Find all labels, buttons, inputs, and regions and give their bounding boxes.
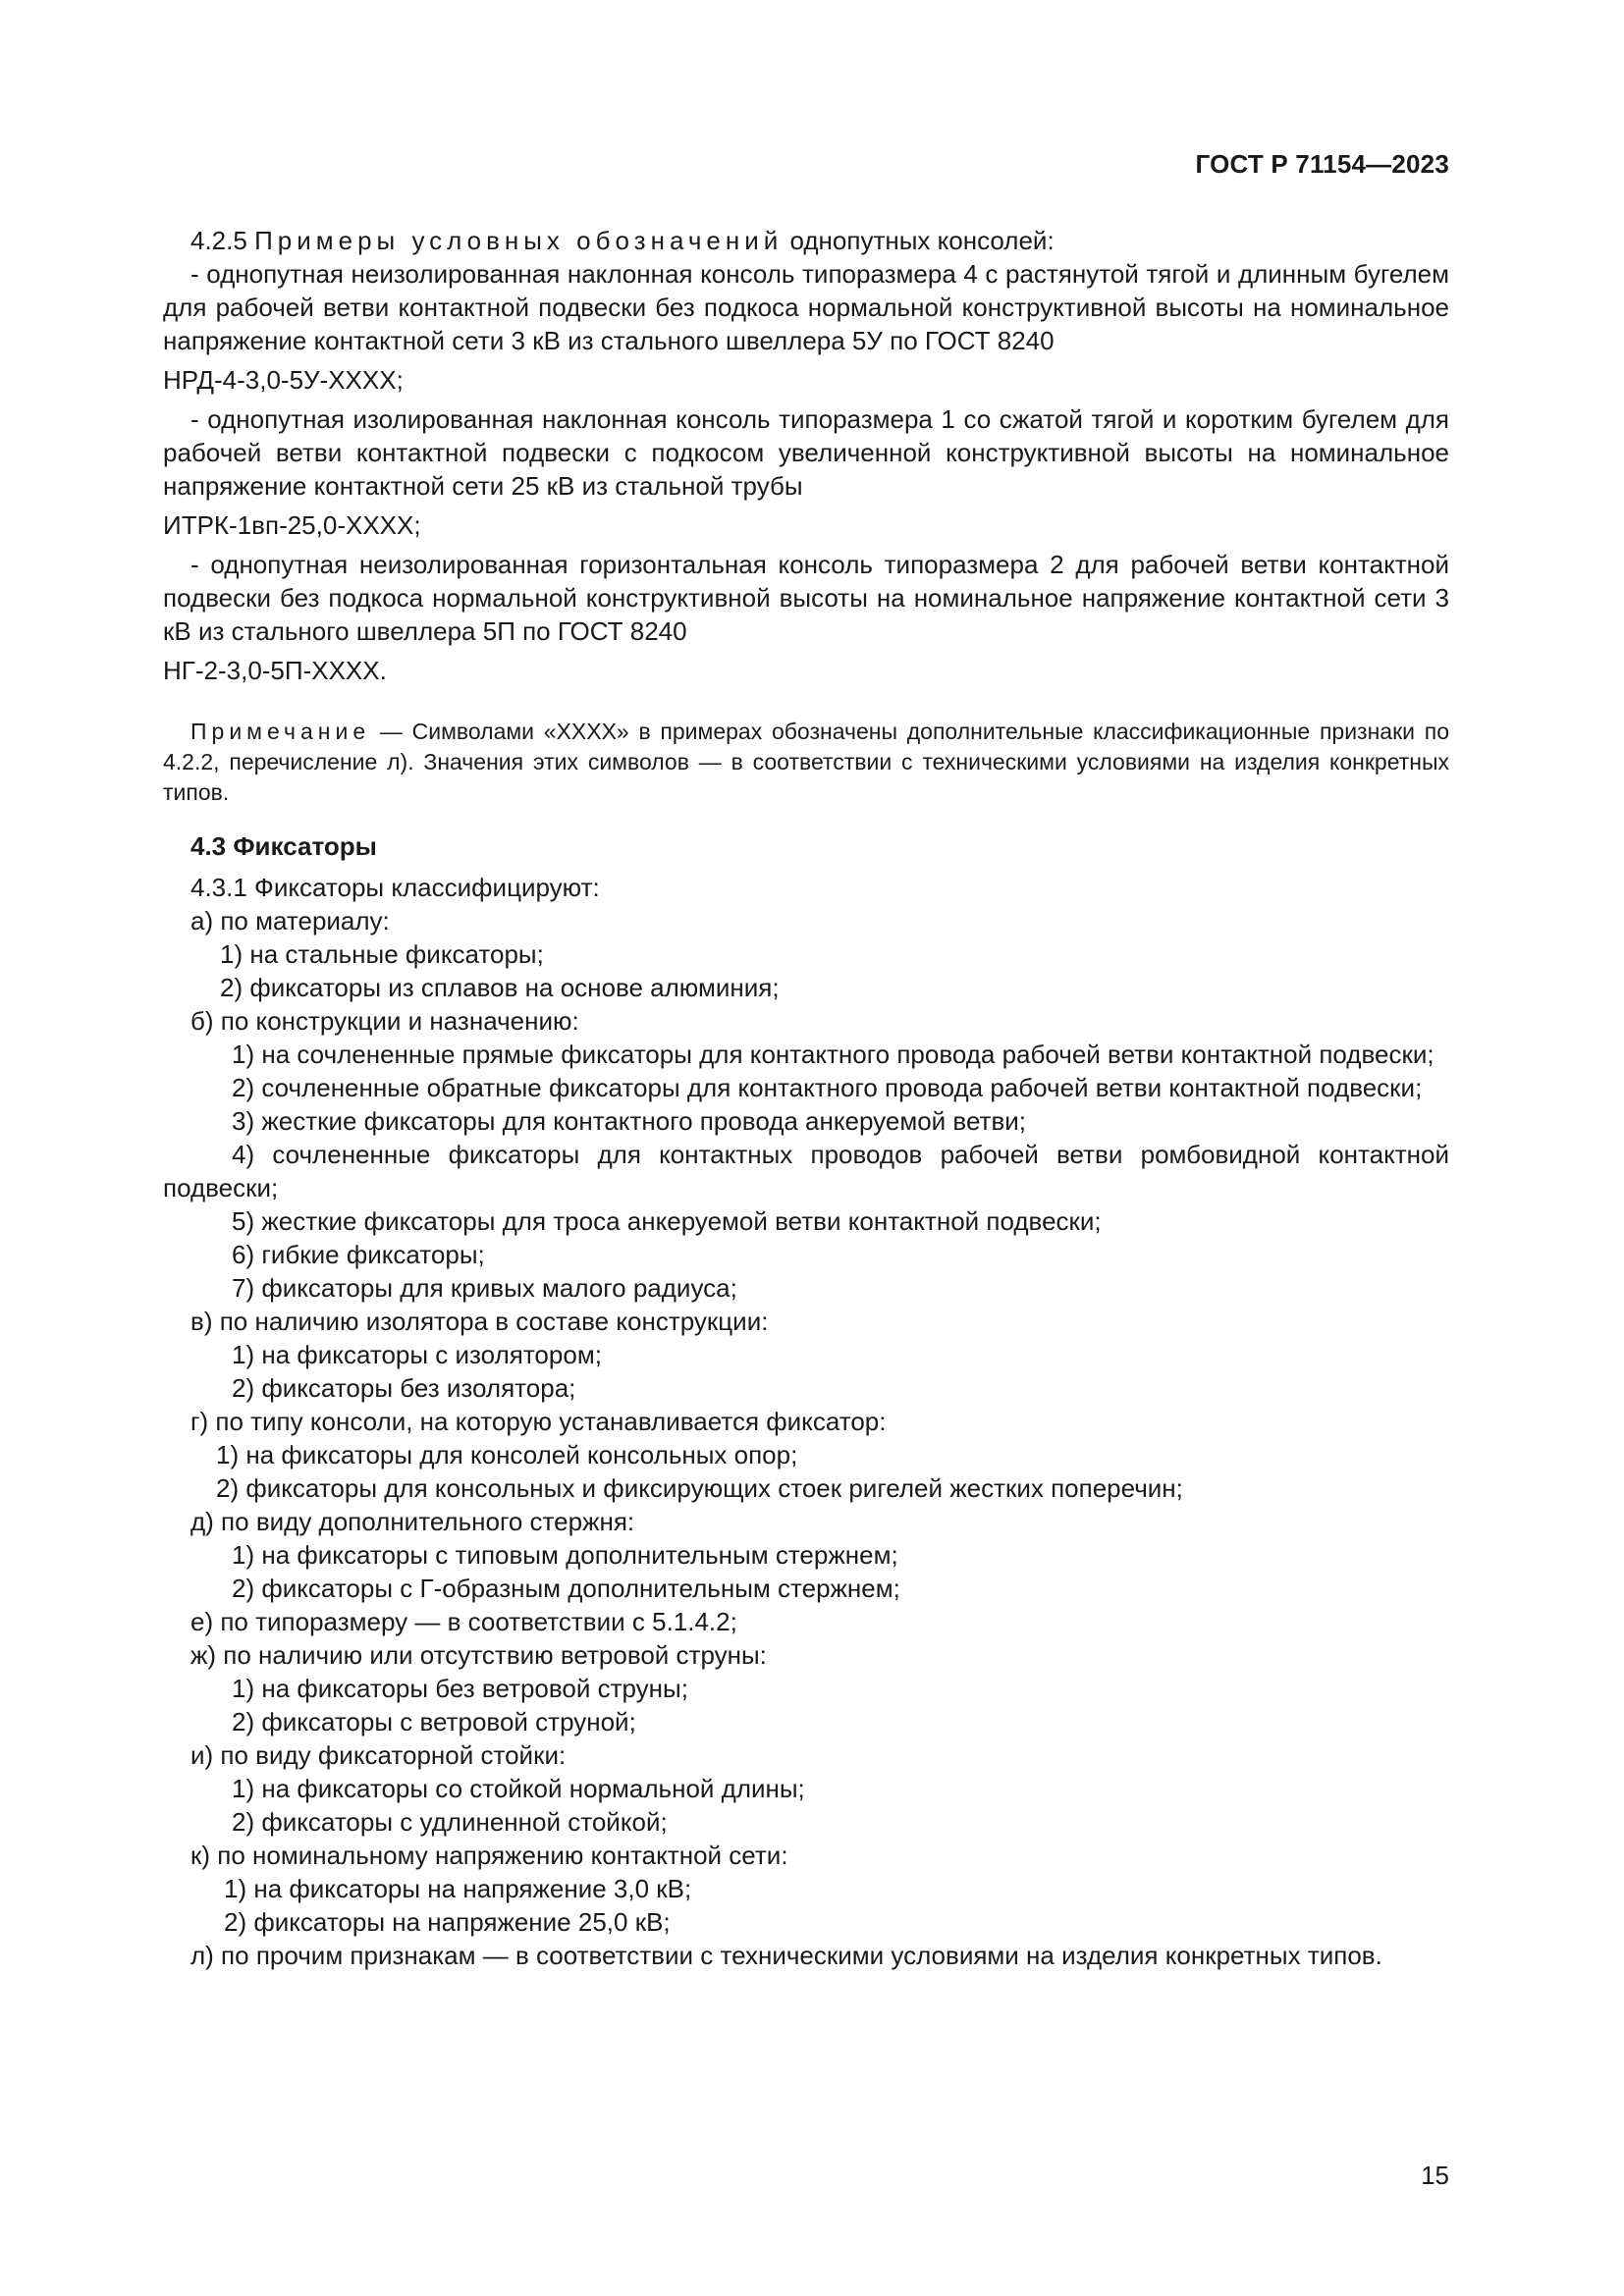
list-item: 1) на фиксаторы с изолятором; (232, 1340, 602, 1369)
list-item: 5) жесткие фиксаторы для троса анкеруемой ветви контактной подвески; (232, 1206, 1102, 1236)
note (163, 717, 1449, 808)
list-item: 1) на фиксаторы без ветровой струны; (232, 1674, 688, 1703)
list-item: 2) фиксаторы с Г-образным дополнительным стержнем; (232, 1574, 900, 1603)
example-text-1: - однопутная неизолированная наклонная консоль типоразмера 4 с растянутой тягой и длинным бугелем для рабочей ветви контактной подвески без подкоса нормальной конструктивной высоты на номинальное напряжение контактной сети 3 кВ из стального швеллера 5У по ГОСТ 8240 (163, 259, 1449, 355)
example-code-2: ИТРК-1вп-25,0-ХХХХ; (163, 510, 421, 540)
classify-intro: 4.3.1 Фиксаторы классифицируют: (190, 873, 600, 902)
section-title: 4.3 Фиксаторы (190, 831, 377, 861)
list-item: 2) фиксаторы на напряжение 25,0 кВ; (224, 1907, 671, 1937)
group-label-l: л) по прочим признакам — в соответствии с техническими условиями на изделия конкретных типов. (190, 1941, 1382, 1970)
example-code-3: НГ-2-3,0-5П-ХХХХ. (163, 656, 387, 685)
group-label-a: а) по материалу: (190, 906, 390, 935)
example-text-2: - однопутная изолированная наклонная консоль типоразмера 1 со сжатой тягой и коротким бугелем для рабочей ветви контактной подвески с подкосом увеличенной конструктивной высоты на номинальное напряжение контактной сети 25 кВ из стальной трубы (163, 404, 1449, 501)
list-item: 6) гибкие фиксаторы; (232, 1240, 485, 1269)
examples-intro (163, 224, 1449, 257)
list-item: 7) фиксаторы для кривых малого радиуса; (232, 1273, 737, 1303)
list-item: 1) на фиксаторы на напряжение 3,0 кВ; (224, 1874, 692, 1903)
group-label-k: к) по номинальному напряжению контактной сети: (190, 1841, 788, 1870)
clause-heading-spaced: Примеры условных обозначений (254, 226, 784, 255)
list-item: 2) фиксаторы с удлиненной стойкой; (232, 1807, 668, 1837)
group-label-v: в) по наличию изолятора в составе конструкции: (190, 1307, 769, 1336)
clause-heading-rest: однопутных консолей: (783, 226, 1055, 255)
list-item: 2) фиксаторы без изолятора; (232, 1373, 576, 1403)
clause-number: 4.2.5 (190, 226, 255, 255)
group-label-d: д) по виду дополнительного стержня: (190, 1507, 635, 1536)
group-label-zh: ж) по наличию или отсутствию ветровой струны: (190, 1640, 767, 1670)
group-label-b: б) по конструкции и назначению: (190, 1006, 579, 1036)
note-label: Примечание (190, 719, 371, 744)
example-text-3: - однопутная неизолированная горизонтальная консоль типоразмера 2 для рабочей ветви контактной подвески без подкоса нормальной конструктивной высоты на номинальное напряжение контактной сети 3 кВ из стального швеллера 5П по ГОСТ 8240 (163, 550, 1449, 646)
note-text: — Символами «ХХХХ» в примерах обозначены дополнительные классификационные признаки по 4.2.2, перечисление л). Значения этих символов — в соответствии с техническими условиями на изделия конкретных типов. (163, 719, 1449, 805)
group-label-e: е) по типоразмеру — в соответствии с 5.1.4.2; (190, 1607, 737, 1636)
list-item: 1) на фиксаторы для консолей консольных опор; (216, 1440, 798, 1469)
list-item: 1) на фиксаторы с типовым дополнительным стержнем; (232, 1540, 898, 1570)
list-item: 1) на фиксаторы со стойкой нормальной длины; (232, 1774, 805, 1803)
list-item: 2) фиксаторы с ветровой струной; (232, 1707, 636, 1736)
group-label-g: г) по типу консоли, на которую устанавливается фиксатор: (190, 1407, 887, 1436)
list-item: 2) фиксаторы из сплавов на основе алюминия; (220, 973, 780, 1002)
document-body (163, 224, 1449, 1972)
example-code-1: НРД-4-3,0-5У-ХХХХ; (163, 365, 404, 395)
list-item: 1) на стальные фиксаторы; (220, 939, 544, 969)
group-label-i: и) по виду фиксаторной стойки: (190, 1740, 567, 1770)
list-item: 3) жесткие фиксаторы для контактного провода анкеруемой ветви; (232, 1106, 1027, 1136)
list-item: 4) сочлененные фиксаторы для контактных проводов рабочей ветви ромбовидной контактной подвески; (163, 1140, 1449, 1202)
list-item: 2) сочлененные обратные фиксаторы для контактного провода рабочей ветви контактной подвески; (232, 1073, 1423, 1102)
list-item: 1) на сочлененные прямые фиксаторы для контактного провода рабочей ветви контактной подвески; (232, 1040, 1435, 1069)
page-number: 15 (1421, 2161, 1449, 2190)
document-header: ГОСТ Р 71154—2023 (1195, 149, 1449, 179)
list-item: 2) фиксаторы для консольных и фиксирующих стоек ригелей жестких поперечин; (216, 1473, 1183, 1503)
